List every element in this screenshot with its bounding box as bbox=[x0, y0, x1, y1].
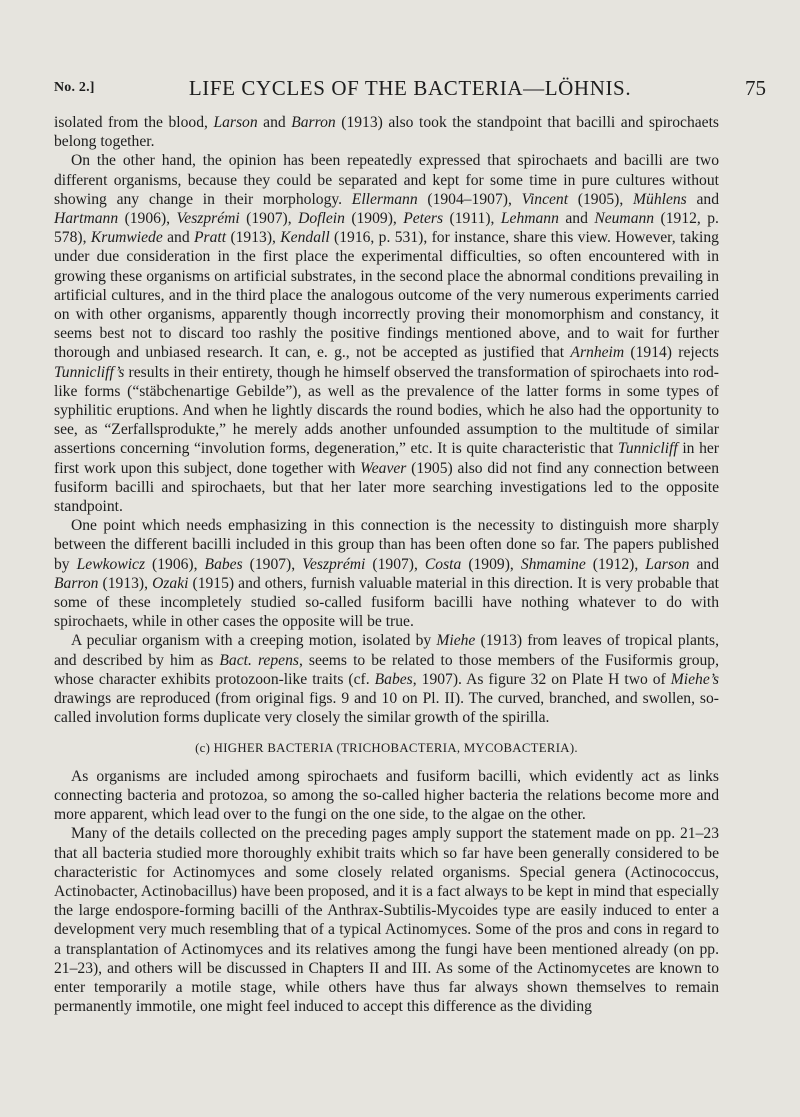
issue-label: No. 2.] bbox=[54, 80, 95, 95]
paragraph-distinguish-bacilli: One point which needs emphasizing in this connection is the necessity to distinguish more sharply between the different bacilli included in this group than has been often done so far. The papers published by Lewkowicz (1906), Babes (1907), Veszprémi (1907), Costa (1909), Shmamine (1912), Larson and Barron (1913), Ozaki (1915) and others, furnish valuable material in this direction. It is very probable that some of these incompletely studied so-called fusiform bacilli have nothing whatever to do with spirochaets, while in other cases the opposite will be true. bbox=[54, 517, 720, 631]
paragraph-continuation: isolated from the blood, Larson and Barron (1913) also took the standpoint that bacilli and spirochaets belong together. bbox=[54, 114, 719, 151]
running-head bbox=[54, 76, 766, 100]
page-number: 75 bbox=[745, 76, 766, 100]
page-header-title: LIFE CYCLES OF THE BACTERIA—LÖHNIS. bbox=[188, 76, 632, 100]
paragraph-bact-repens: A peculiar organism with a creeping motion, isolated by Miehe (1913) from leaves of tropical plants, and described by him as Bact. repens, seems to be related to those members of the Fusiformis group, whose character exhibits protozoon-like traits (cf. Babes, 1907). As figure 32 on Plate H two of Miehe’s drawings are reproduced (from original figs. 9 and 10 on Pl. II). The curved, branched, and swollen, so-called involution forms duplicate very closely the similar growth of the spirilla. bbox=[54, 632, 719, 727]
body-text bbox=[54, 113, 719, 1016]
paragraph-higher-bacteria-intro: As organisms are included among spirochaets and fusiform bacilli, which evidently act as links connecting bacteria and protozoa, so among the so-called higher bacteria the relations become more and more apparent, which lead over to the fungi on the one side, to the algae on the other. bbox=[54, 767, 719, 824]
paragraph-spirochaets-bacilli-opinion: On the other hand, the opinion has been repeatedly expressed that spirochaets and bacilli are two different organisms, because they could be separated and kept for some time in pure cultures without showing any change in their morphology. Ellermann (1904–1907), Vincent (1905), Mühlens and Hartmann (1906), Veszprémi (1907), Doflein (1909), Peters (1911), Lehmann and Neumann (1912, p. 578), Krumwiede and Pratt (1913), Kendall (1916, p. 531), for instance, share this view. However, taking under due consideration in the first place the experimental difficulties, so often encountered with in growing these organisms on artificial substrates, in the second place the abnormal conditions prevailing in artificial cultures, and in the third place the analogous outcome of the very numerous experiments carried on with other organisms, apparently though incorrectly proving their monomorphism and constancy, it seems best not to discard too rashly the positive findings mentioned above, and to wait for further thorough and unbiased research. It can, e. g., not be accepted as justified that Arnheim (1914) rejects Tunnicliff’s results in their entirety, though he himself observed the transformation of spirochaets into rod-like forms (“stäbchenartige Gebilde”), as well as the prevalence of the latter forms in some types of syphilitic eruptions. And when he lightly discards the round bodies, which he also had the opportunity to see, as “Zerfallsprodukte,” he merely adds another unfounded assumption to the multitude of similar assertions concerning “involution forms, degeneration,” etc. It is quite characteristic that Tunnicliff in her first work upon this subject, done together with Weaver (1905) also did not find any connection between fusiform bacilli and spirochaets, but that her later more searching investigations led to the opposite standpoint. bbox=[54, 152, 719, 516]
paragraph-actinomyces: Many of the details collected on the preceding pages amply support the statement made on pp. 21–23 that all bacteria studied more thoroughly exhibit traits which so far have been generally considered to be characteristic for Actinomyces and some closely related organisms. Special genera (Actinococcus, Actinobacter, Actinobacillus) have been proposed, and it is a fact always to be kept in mind that especially the large endospore-forming bacilli of the Anthrax-Subtilis-Mycoides type are easily induced to enter a development very much resembling that of a typical Actinomyces. Some of the pros and cons in regard to a transplantation of Actinomyces and its relatives among the fungi have been mentioned already (on pp. 21–23), and others will be discussed in Chapters II and III. As some of the Actinomycetes are known to enter temporarily a motile stage, while others have thus far always shown themselves to remain permanently immotile, one might feel induced to accept this difference as the dividing bbox=[54, 825, 719, 1016]
section-heading: (c) HIGHER BACTERIA (TRICHOBACTERIA, MYCOBACTERIA). bbox=[195, 740, 578, 755]
